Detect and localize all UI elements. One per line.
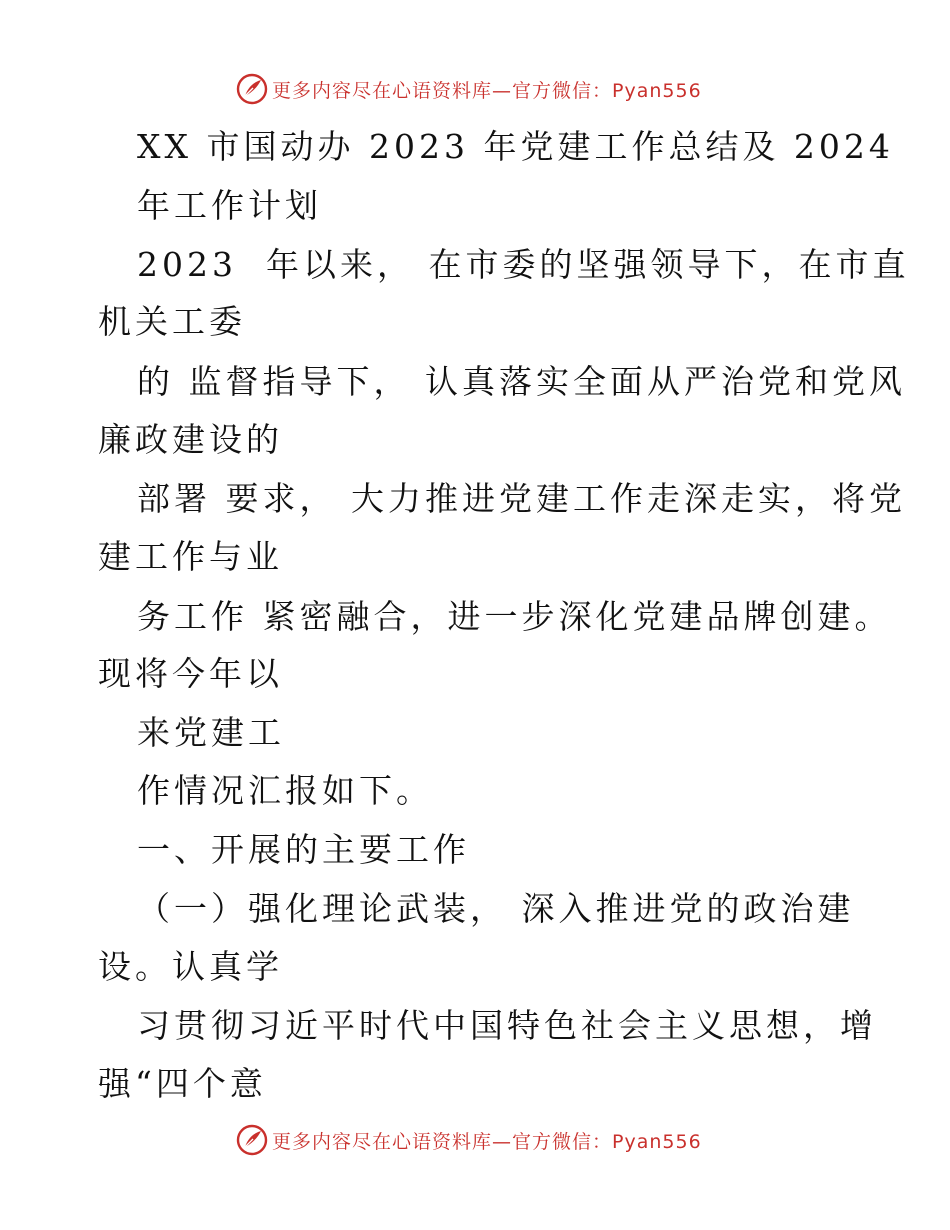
doc-paragraph-line: 务工作 紧密融合，进一步深化党建品牌创建。 <box>137 597 892 636</box>
doc-title-line-1: XX 市国动办 2023 年党建工作总结及 2024 <box>137 127 894 166</box>
doc-paragraph-line: 作情况汇报如下。 <box>137 771 433 810</box>
watermark-text: 更多内容尽在心语资料库—官方微信：Pyan556 <box>272 1130 702 1153</box>
watermark-text: 更多内容尽在心语资料库—官方微信：Pyan556 <box>272 79 702 102</box>
pen-feather-logo-icon <box>236 73 268 105</box>
watermark-footer <box>236 1123 702 1157</box>
doc-paragraph-line: 习贯彻习近平时代中国特色社会主义思想，增 <box>137 1006 877 1045</box>
doc-paragraph-line: 设。认真学 <box>98 947 283 986</box>
doc-paragraph-line: 2023 年以来， 在市委的坚强领导下，在市直 <box>137 245 910 284</box>
doc-paragraph-line: 强“四个意 <box>98 1064 267 1103</box>
doc-paragraph-line: 现将今年以 <box>98 654 283 693</box>
doc-paragraph-line: 机关工委 <box>98 302 246 341</box>
pen-feather-logo-icon <box>236 1124 268 1156</box>
doc-paragraph-line: 建工作与业 <box>98 537 283 576</box>
doc-paragraph-line: 来党建工 <box>137 713 285 752</box>
doc-paragraph-line: 部署 要求， 大力推进党建工作走深走实，将党 <box>137 479 906 518</box>
doc-subsection-heading: （一）强化理论武装， 深入推进党的政治建 <box>137 889 855 928</box>
doc-title-line-2: 年工作计划 <box>137 186 322 225</box>
doc-section-heading: 一、开展的主要工作 <box>137 830 470 869</box>
doc-paragraph-line: 廉政建设的 <box>98 420 283 459</box>
doc-paragraph-line: 的 监督指导下， 认真落实全面从严治党和党风 <box>137 362 906 401</box>
watermark-header <box>236 72 702 106</box>
